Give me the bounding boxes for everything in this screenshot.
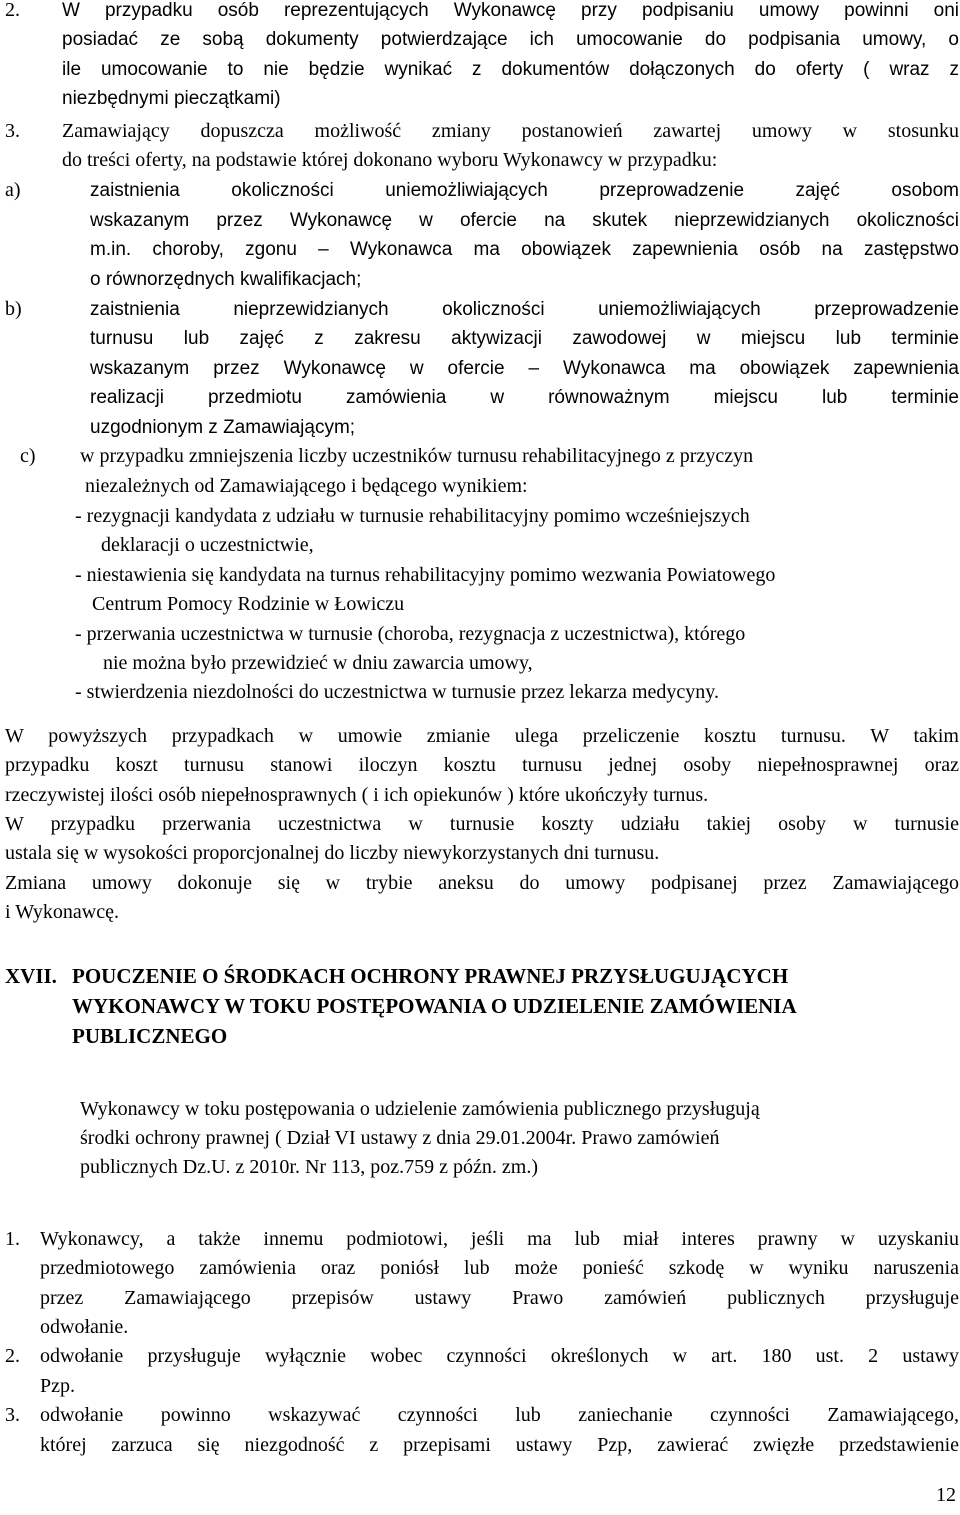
text-line: środki ochrony prawnej ( Dział VI ustawy z dnia 29.01.2004r. Prawo zamówień bbox=[80, 1127, 720, 1149]
text-line: - rezygnacji kandydata z udziału w turnusie rehabilitacyjny pomimo wcześniejszych bbox=[75, 504, 750, 527]
list-number: 2. bbox=[5, 1345, 20, 1368]
text-line: deklaracji o uczestnictwie, bbox=[101, 534, 314, 557]
heading-line: POUCZENIE O ŚRODKACH OCHRONY PRAWNEJ PRZYSŁUGUJĄCYCH bbox=[72, 963, 789, 988]
text-line: Zamawiający dopuszcza możliwość zmiany postanowień zawartej umowy w stosunku bbox=[62, 119, 959, 142]
text-line: wskazanym przez Wykonawcę w ofercie na skutek nieprzewidzianych okoliczności bbox=[90, 209, 959, 231]
text-line: przypadku koszt turnusu stanowi iloczyn kosztu turnusu jednej osoby niepełnosprawnej oraz bbox=[5, 754, 959, 777]
list-item-2 bbox=[5, 1342, 959, 1401]
dash-item bbox=[75, 678, 959, 707]
text-line: przez Zamawiającego przepisów ustawy Prawo zamówień publicznych przysługuje bbox=[40, 1286, 959, 1309]
dash-item bbox=[75, 502, 959, 561]
text-line: W przypadku przerwania uczestnictwa w turnusie koszty udziału takiej osoby w turnusie bbox=[5, 812, 959, 835]
text-line: do treści oferty, na podstawie której dokonano wyboru Wykonawcy w przypadku: bbox=[62, 149, 718, 172]
text-line: Pzp. bbox=[40, 1374, 75, 1397]
text-line: - niestawienia się kandydata na turnus rehabilitacyjny pomimo wezwania Powiatowego bbox=[75, 563, 776, 586]
recalc-paragraph bbox=[5, 722, 959, 928]
text-line: Wykonawcy, a także innemu podmiotowi, jeśli ma lub miał interes prawny w uzyskaniu bbox=[40, 1227, 959, 1250]
text-line: W powyższych przypadkach w umowie zmianie ulega przeliczenie kosztu turnusu. W takim bbox=[5, 724, 959, 747]
heading-line: WYKONAWCY W TOKU POSTĘPOWANIA O UDZIELENIE ZAMÓWIENIA bbox=[72, 993, 797, 1018]
document-page bbox=[5, 0, 959, 1460]
text-line: realizacji przedmiotu zamówienia w równoważnym miejscu lub terminie bbox=[90, 387, 959, 409]
text-line: Zmiana umowy dokonuje się w trybie aneksu do umowy podpisanej przez Zamawiającego bbox=[5, 871, 959, 894]
text-line: której zarzuca się niezgodność z przepisami ustawy Pzp, zawierać zwięzłe przedstawienie bbox=[40, 1433, 959, 1456]
clause-item-2 bbox=[5, 0, 959, 114]
text-line: ile umocowanie to nie będzie wynikać z dokumentów dołączonych do oferty ( wraz z bbox=[62, 58, 959, 80]
numbered-list bbox=[5, 1225, 959, 1460]
text-line: - przerwania uczestnictwa w turnusie (choroba, rezygnacja z uczestnictwa), którego bbox=[75, 622, 746, 645]
page-number: 12 bbox=[936, 1484, 956, 1506]
sub-item-label: c) bbox=[20, 445, 36, 468]
text-line: w przypadku zmniejszenia liczby uczestników turnusu rehabilitacyjnego z przyczyn bbox=[80, 445, 754, 468]
text-line: Centrum Pomocy Rodzinie w Łowiczu bbox=[92, 593, 405, 616]
intro-block bbox=[80, 1095, 959, 1183]
text-line: ustala się w wysokości proporcjonalnej do liczby niewykorzystanych dni turnusu. bbox=[5, 842, 660, 865]
text-line: zaistnienia okoliczności uniemożliwiających przeprowadzenie zajęć osobom bbox=[90, 180, 959, 202]
heading-line: PUBLICZNEGO bbox=[72, 1023, 228, 1048]
text-line: i Wykonawcę. bbox=[5, 901, 119, 924]
text-line: publicznych Dz.U. z 2010r. Nr 113, poz.759 z późn. zm.) bbox=[80, 1156, 539, 1179]
text-line: niezależnych od Zamawiającego i będącego wynikiem: bbox=[85, 474, 528, 497]
dash-item bbox=[75, 620, 959, 679]
sub-item-label: b) bbox=[5, 298, 22, 321]
text-line: turnusu lub zajęć z zakresu aktywizacji zawodowej w miejscu lub terminie bbox=[90, 328, 959, 350]
section-number: XVII. bbox=[5, 963, 57, 988]
text-line: - stwierdzenia niezdolności do uczestnictwa w turnusie przez lekarza medycyny. bbox=[75, 681, 719, 704]
clause-number: 2. bbox=[5, 0, 20, 21]
text-line: o równorzędnych kwalifikacjach; bbox=[90, 268, 362, 290]
text-line: odwołanie. bbox=[40, 1316, 129, 1339]
text-line: W przypadku osób reprezentujących Wykonawcę przy podpisaniu umowy powinni oni bbox=[62, 0, 959, 21]
text-line: przedmiotowego zamówienia oraz poniósł lub może ponieść szkodę w wyniku naruszenia bbox=[40, 1257, 959, 1280]
text-line: niezbędnymi pieczątkami) bbox=[62, 88, 281, 110]
dash-item bbox=[75, 561, 959, 620]
sub-item-c bbox=[5, 442, 959, 501]
list-item-3 bbox=[5, 1401, 959, 1460]
list-number: 3. bbox=[5, 1404, 20, 1427]
text-line: zaistnienia nieprzewidzianych okoliczności uniemożliwiających przeprowadzenie bbox=[90, 299, 959, 321]
text-line: posiadać ze sobą dokumenty potwierdzające ich umocowanie do podpisania umowy, o bbox=[62, 29, 959, 51]
text-line: m.in. choroby, zgonu – Wykonawca ma obowiązek zapewnienia osób na zastępstwo bbox=[90, 239, 959, 261]
sub-item-a bbox=[5, 176, 959, 294]
list-number: 1. bbox=[5, 1227, 20, 1250]
text-line: odwołanie powinno wskazywać czynności lub zaniechanie czynności Zamawiającego, bbox=[40, 1404, 959, 1427]
list-item-1 bbox=[5, 1225, 959, 1343]
text-line: uzgodnionym z Zamawiającym; bbox=[90, 416, 356, 438]
text-line: rzeczywistej ilości osób niepełnosprawnych ( i ich opiekunów ) które ukończyły turnus. bbox=[5, 783, 709, 806]
sub-item-b bbox=[5, 295, 959, 442]
clause-item-3 bbox=[5, 117, 959, 176]
clause-number: 3. bbox=[5, 119, 20, 142]
text-line: odwołanie przysługuje wyłącznie wobec czynności określonych w art. 180 ust. 2 ustawy bbox=[40, 1345, 959, 1368]
dash-list bbox=[75, 502, 959, 708]
text-line: Wykonawcy w toku postępowania o udzielenie zamówienia publicznego przysługują bbox=[80, 1097, 760, 1120]
text-line: wskazanym przez Wykonawcę w ofercie – Wykonawca ma obowiązek zapewnienia bbox=[90, 357, 959, 379]
section-heading bbox=[5, 961, 959, 1051]
text-line: nie można było przewidzieć w dniu zawarcia umowy, bbox=[103, 651, 533, 674]
sub-item-label: a) bbox=[5, 179, 21, 202]
